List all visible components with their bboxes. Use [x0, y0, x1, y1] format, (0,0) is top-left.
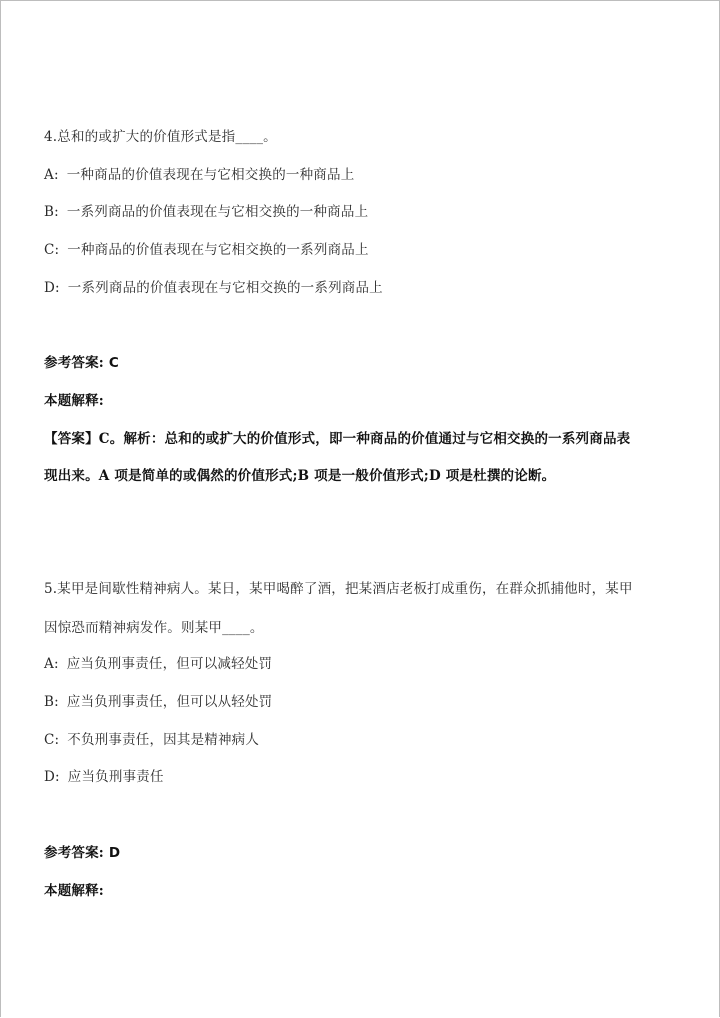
option-letter: C: — [44, 732, 60, 748]
question-4-explain-line-1: 【答案】C。解析：总和的或扩大的价值形式，即一种商品的价值通过与它相交换的一系列商品表 — [44, 431, 631, 447]
question-4-option-d — [44, 279, 383, 297]
option-letter: B: — [44, 204, 59, 220]
option-text: 应当负刑事责任，但可以减轻处罚 — [66, 656, 273, 672]
option-letter: D: — [44, 769, 60, 785]
question-5-option-d — [44, 768, 164, 786]
option-letter: A: — [44, 656, 59, 672]
answer-label: 参考答案: — [44, 355, 104, 371]
option-text: 一种商品的价值表现在与它相交换的一种商品上 — [66, 167, 355, 183]
option-letter: C: — [44, 242, 60, 258]
question-4-option-b — [44, 203, 368, 221]
option-text: 应当负刑事责任 — [67, 769, 164, 785]
question-4-answer — [44, 354, 119, 372]
question-4-option-c — [44, 241, 369, 259]
question-5-option-b — [44, 693, 272, 711]
option-text: 一种商品的价值表现在与它相交换的一系列商品上 — [67, 242, 369, 258]
option-letter: D: — [44, 280, 60, 296]
question-5-option-a — [44, 655, 272, 673]
option-letter: A: — [44, 167, 59, 183]
answer-value: C — [108, 355, 119, 371]
question-4-option-a — [44, 166, 354, 184]
answer-value: D — [108, 845, 121, 861]
option-text: 应当负刑事责任，但可以从轻处罚 — [66, 694, 273, 710]
question-5-stem-line-1: 5.某甲是间歇性精神病人。某日，某甲喝醉了酒，把某酒店老板打成重伤，在群众抓捕他时，某甲 — [44, 581, 633, 597]
option-letter: B: — [44, 694, 59, 710]
question-4-stem: 4.总和的或扩大的价值形式是指____。 — [44, 129, 277, 145]
question-5-answer — [44, 844, 120, 862]
option-text: 一系列商品的价值表现在与它相交换的一系列商品上 — [67, 280, 383, 296]
option-text: 一系列商品的价值表现在与它相交换的一种商品上 — [66, 204, 369, 220]
option-text: 不负刑事责任，因其是精神病人 — [67, 732, 260, 748]
question-5-stem-line-2: 因惊恐而精神病发作。则某甲____。 — [44, 620, 264, 636]
question-5-explain-label: 本题解释: — [44, 883, 104, 899]
question-5-option-c — [44, 731, 259, 749]
question-4-explain-line-2: 现出来。A 项是简单的或偶然的价值形式;B 项是一般价值形式;D 项是杜撰的论断。 — [44, 468, 556, 484]
question-4-explain-label: 本题解释: — [44, 393, 104, 409]
answer-label: 参考答案: — [44, 845, 104, 861]
